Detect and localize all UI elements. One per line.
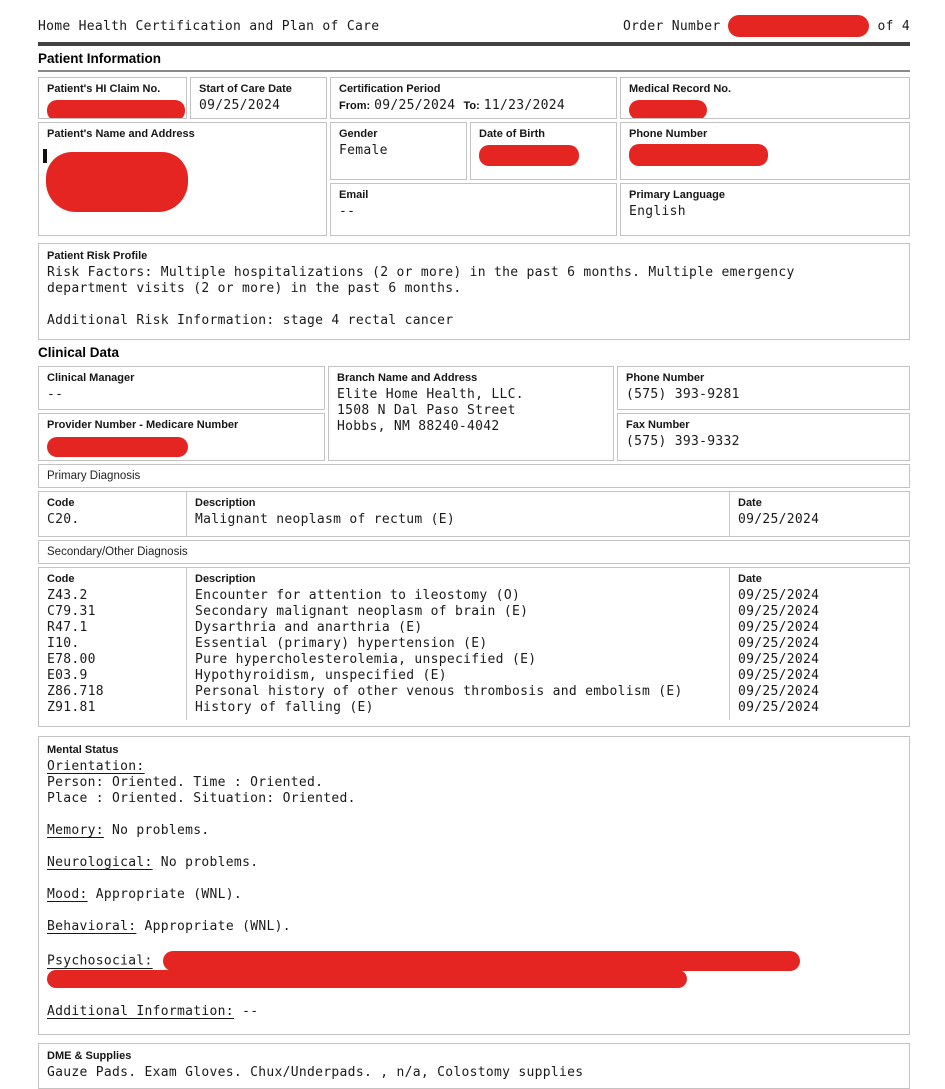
secondary-date: 09/25/2024 [738, 588, 820, 603]
secondary-description: History of falling (E) [195, 700, 374, 715]
description-header: Description [195, 573, 256, 585]
additional-risk-info: Additional Risk Information: stage 4 rectal cancer [47, 313, 454, 328]
secondary-date: 09/25/2024 [738, 604, 820, 619]
branch-line1: Elite Home Health, LLC. [337, 387, 524, 402]
redaction-provider-number [47, 437, 188, 457]
secondary-date: 09/25/2024 [738, 636, 820, 651]
secondary-date: 09/25/2024 [738, 684, 820, 699]
memory-line [47, 823, 901, 839]
field-certification-period: Certification Period From: 09/25/2024 To: 11/23/2024 [330, 77, 617, 119]
gender-value: Female [339, 143, 388, 158]
page-count: of 4 [877, 18, 910, 34]
dme-supplies-box [38, 1043, 910, 1089]
secondary-code: E78.00 [47, 652, 96, 667]
secondary-description: Pure hypercholesterolemia, unspecified (E) [195, 652, 537, 667]
mood-line [47, 887, 901, 903]
risk-factors-line2: department visits (2 or more) in the past 6 months. [47, 281, 462, 296]
date-header: Date [738, 497, 762, 509]
field-hi-claim: Patient's HI Claim No. [38, 77, 187, 119]
secondary-code: C79.31 [47, 604, 96, 619]
redaction-date-of-birth [479, 145, 579, 166]
neurological-label: Neurological: [47, 855, 153, 870]
cert-to-value: 11/23/2024 [483, 98, 566, 113]
secondary-description: Encounter for attention to ileostomy (O) [195, 588, 521, 603]
clinical-manager-value: -- [47, 387, 64, 402]
redaction-order-number [728, 15, 869, 37]
redaction-hi-claim [47, 100, 185, 119]
secondary-description: Hypothyroidism, unspecified (E) [195, 668, 447, 683]
secondary-description: Secondary malignant neoplasm of brain (E) [195, 604, 529, 619]
psychosocial-line [47, 951, 901, 971]
cert-from-value: 09/25/2024 [374, 98, 456, 113]
dme-supplies-label: DME & Supplies [47, 1050, 132, 1062]
primary-code: C20. [47, 512, 80, 527]
orientation-line2: Place : Oriented. Situation: Oriented. [47, 791, 356, 806]
primary-date: 09/25/2024 [738, 512, 820, 527]
redaction-psychosocial-1 [163, 951, 800, 971]
secondary-date: 09/25/2024 [738, 668, 820, 683]
redaction-name-edge [43, 149, 47, 163]
risk-profile-label: Patient Risk Profile [47, 250, 148, 262]
primary-diagnosis-band: Primary Diagnosis [38, 464, 910, 488]
mood-text: Appropriate (WNL). [95, 887, 243, 902]
patient-risk-profile-box [38, 243, 910, 340]
neurological-text: No problems. [160, 855, 259, 870]
memory-label: Memory: [47, 823, 104, 838]
additional-information-text: -- [242, 1004, 259, 1019]
field-start-of-care: Start of Care Date 09/25/2024 [190, 77, 327, 119]
order-number-group [623, 15, 910, 37]
field-branch-name-address: Branch Name and Address Elite Home Health, LLC. 1508 N Dal Paso Street Hobbs, NM 88240-4042 [328, 366, 614, 461]
order-number-label: Order Number [622, 18, 721, 34]
field-branch-phone: Phone Number (575) 393-9281 [617, 366, 910, 410]
behavioral-text: Appropriate (WNL). [144, 919, 291, 934]
secondary-code: Z91.81 [47, 700, 96, 715]
document-header [38, 14, 910, 38]
field-name-address: Patient's Name and Address [38, 122, 327, 236]
field-provider-number: Provider Number - Medicare Number [38, 413, 325, 461]
fax-value: (575) 393-9332 [626, 434, 740, 449]
neurological-line [47, 855, 901, 871]
secondary-diagnosis-band: Secondary/Other Diagnosis [38, 540, 910, 564]
language-value: English [629, 204, 686, 219]
cert-from-label: From: [339, 100, 371, 112]
mental-status-box [38, 736, 910, 1035]
cert-to-label: To: [463, 100, 480, 112]
description-header: Description [195, 497, 256, 509]
field-email: Email -- [330, 183, 617, 236]
secondary-date: 09/25/2024 [738, 652, 820, 667]
start-of-care-value: 09/25/2024 [199, 98, 281, 113]
primary-diagnosis-row [38, 491, 910, 537]
redaction-medical-record [629, 100, 707, 119]
psychosocial-label: Psychosocial: [47, 953, 153, 969]
dme-supplies-items: Gauze Pads. Exam Gloves. Chux/Underpads. , n/a, Colostomy supplies [47, 1065, 584, 1080]
secondary-code: I10. [47, 636, 80, 651]
branch-phone-value: (575) 393-9281 [626, 387, 740, 402]
field-medical-record: Medical Record No. [620, 77, 910, 119]
redaction-name-address [46, 152, 188, 212]
field-date-of-birth: Date of Birth [470, 122, 617, 180]
code-header: Code [47, 573, 75, 585]
primary-description: Malignant neoplasm of rectum (E) [195, 512, 456, 527]
field-primary-language: Primary Language English [620, 183, 910, 236]
additional-information-label: Additional Information: [47, 1004, 234, 1019]
code-header: Code [47, 497, 75, 509]
secondary-code: Z43.2 [47, 588, 88, 603]
branch-line3: Hobbs, NM 88240-4042 [337, 419, 500, 434]
field-phone-number: Phone Number [620, 122, 910, 180]
field-clinical-manager: Clinical Manager -- [38, 366, 325, 410]
secondary-description: Personal history of other venous thrombosis and embolism (E) [195, 684, 683, 699]
memory-text: No problems. [112, 823, 210, 838]
branch-line2: 1508 N Dal Paso Street [337, 403, 516, 418]
date-header: Date [738, 573, 762, 585]
secondary-date: 09/25/2024 [738, 700, 820, 715]
patient-info-table [38, 77, 910, 236]
secondary-code: R47.1 [47, 620, 88, 635]
behavioral-line [47, 919, 901, 935]
secondary-description: Dysarthria and anarthria (E) [195, 620, 423, 635]
clinical-data-table [38, 366, 910, 727]
field-gender: Gender Female [330, 122, 467, 180]
redaction-psychosocial-2 [47, 970, 687, 988]
mental-status-label: Mental Status [47, 744, 119, 756]
section-clinical-data: Clinical Data [38, 345, 120, 360]
additional-information-line [47, 1004, 901, 1020]
field-fax-number: Fax Number (575) 393-9332 [617, 413, 910, 461]
redaction-phone-number [629, 144, 768, 166]
mood-label: Mood: [47, 887, 88, 902]
orientation-line1: Person: Oriented. Time : Oriented. [47, 775, 324, 790]
secondary-diagnosis-table [38, 567, 910, 727]
risk-factors-line1: Risk Factors: Multiple hospitalizations (2 or more) in the past 6 months. Multiple emergency [47, 265, 795, 280]
document-title: Home Health Certification and Plan of Care [38, 18, 380, 34]
secondary-date: 09/25/2024 [738, 620, 820, 635]
secondary-description: Essential (primary) hypertension (E) [195, 636, 488, 651]
orientation-label: Orientation: [47, 759, 145, 774]
secondary-code: Z86.718 [47, 684, 104, 699]
secondary-code: E03.9 [47, 668, 88, 683]
behavioral-label: Behavioral: [47, 919, 137, 934]
section-patient-information: Patient Information [38, 46, 910, 72]
email-value: -- [339, 204, 356, 219]
